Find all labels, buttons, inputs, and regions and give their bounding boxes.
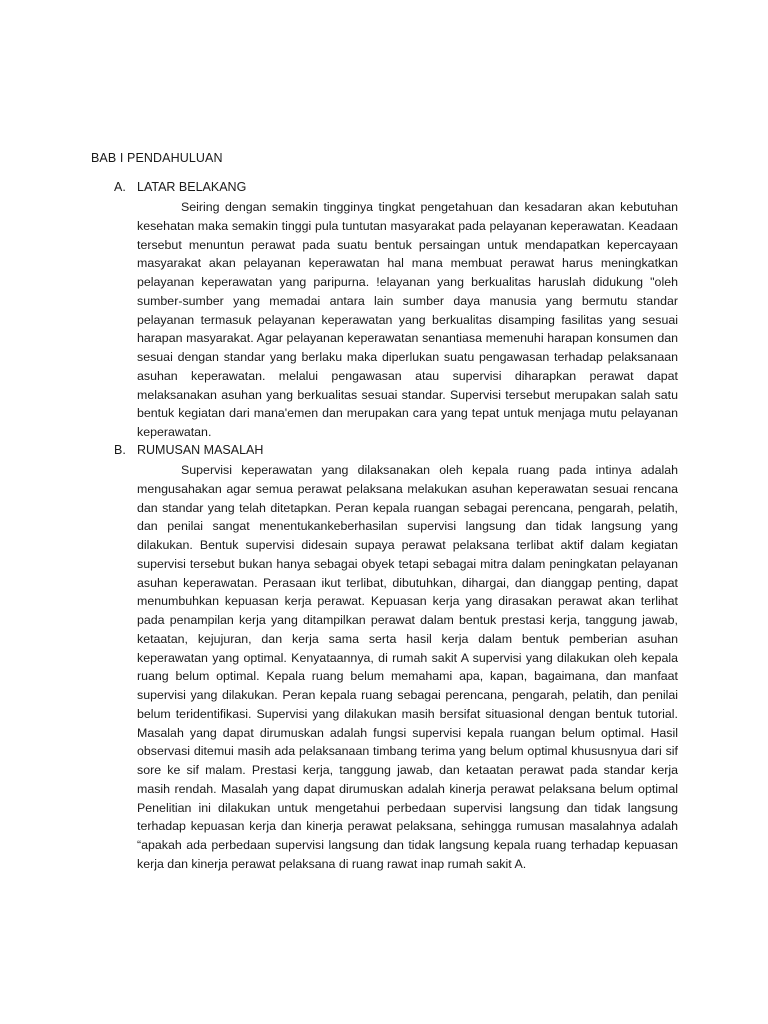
chapter-title: BAB I PENDAHULUAN	[91, 151, 223, 165]
section-paragraph: Supervisi keperawatan yang dilaksanakan oleh kepala ruang pada intinya adalah mengusahakan agar semua perawat pelaksana melakukan asuhan keperawatan sesuai rencana dan standar yang telah ditetapkan. Peran kepala ruangan sebagai perencana, pengarah, pelatih, dan penilai sangat menentukankeberhasilan supervisi langsung dan tidak langsung yang dilakukan. Bentuk supervisi didesain supaya perawat pelaksana terlibat aktif dalam kegiatan supervisi tersebut bukan hanya sebagai obyek tetapi sebagai mitra dalam peningkatan pelayanan asuhan keperawatan. Perasaan ikut terlibat, dibutuhkan, dihargai, dan dianggap penting, dapat menumbuhkan kepuasan kerja perawat. Kepuasan kerja yang dirasakan perawat akan terlihat pada penampilan kerja yang ditampilkan perawat dalam bentuk prestasi kerja, tanggung jawab, ketaatan, kejujuran, dan kerja sama serta hasil kerja dalam bentuk pemberian asuhan keperawatan yang optimal. Kenyataannya, di rumah sakit A supervisi yang dilakukan oleh kepala ruang belum optimal. Kepala ruang belum memahami apa, kapan, bagaimana, dan manfaat supervisi yang dilakukan. Peran kepala ruang sebagai perencana, pengarah, pelatih, dan penilai belum teridentifikasi. Supervisi yang dilakukan masih bersifat situasional dengan bentuk tutorial. Masalah yang dapat dirumuskan adalah fungsi supervisi kepala ruangan belum optimal. Hasil observasi ditemui masih ada pelaksanaan timbang terima yang belum optimal khususnyua dari sif sore ke sif malam. Prestasi kerja, tanggung jawab, dan ketaatan perawat pada standar kerja masih rendah. Masalah yang dapat dirumuskan adalah kinerja perawat pelaksana belum optimal Penelitian ini dilakukan untuk mengetahui perbedaan supervisi langsung dan tidak langsung terhadap kepuasan kerja dan kinerja perawat pelaksana, sehingga rumusan masalahnya adalah “apakah ada perbedaan supervisi langsung dan tidak langsung kepala ruang terhadap kepuasan kerja dan kinerja perawat pelaksana di ruang rawat inap rumah sakit A.	[137, 463, 678, 871]
section-title: LATAR BELAKANG	[137, 180, 247, 194]
section-paragraph: Seiring dengan semakin tingginya tingkat pengetahuan dan kesadaran akan kebutuhan kesehatan maka semakin tinggi pula tuntutan masyarakat pada pelayanan keperawatan. Keadaan tersebut menuntun perawat pada suatu bentuk persaingan untuk mendapatkan kepercayaan masyarakat akan pelayanan keperawatan hal mana membuat perawat harus meningkatkan pelayanan keperawatan yang paripurna. !elayanan yang berkualitas haruslah didukung "oleh sumber-sumber yang memadai antara lain sumber daya manusia yang bermutu standar pelayanan termasuk pelayanan keperawatan yang berkualitas disamping fasilitas yang sesuai harapan masyarakat. Agar pelayanan keperawatan senantiasa memenuhi harapan konsumen dan sesuai dengan standar yang berlaku maka diperlukan suatu pengawasan terhadap pelaksanaan asuhan keperawatan. melalui pengawasan atau supervisi diharapkan perawat dapat melaksanakan asuhan yang berkualitas sesuai standar. Supervisi tersebut merupakan salah satu bentuk kegiatan dari mana'emen dan merupakan cara yang tepat untuk menjaga mutu pelayanan keperawatan.	[137, 200, 678, 439]
section-title: RUMUSAN MASALAH	[137, 443, 264, 457]
section-letter: A.	[114, 180, 126, 194]
section-letter: B.	[114, 443, 126, 457]
